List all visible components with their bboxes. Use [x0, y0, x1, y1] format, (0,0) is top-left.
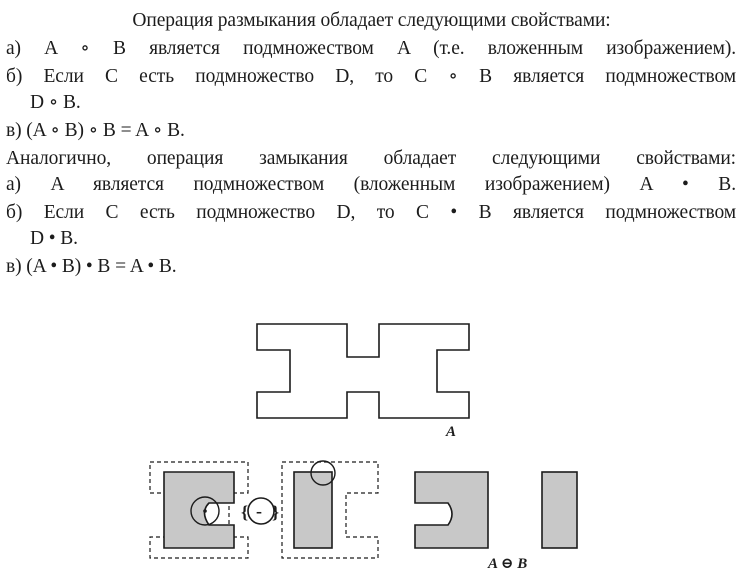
right-piece-eroded	[294, 472, 332, 548]
text-line-6: Аналогично, операция замыкания обладает следующими свойствами:	[6, 148, 736, 169]
left-piece-eroded	[164, 472, 234, 548]
result-piece-right	[542, 472, 577, 548]
erosion-operator-symbol: -	[256, 501, 262, 521]
text-line-10: в) (A • B) • B = A • B.	[6, 256, 177, 277]
text-line-8: б) Если C есть подмножество D, то C • B является подмножеством	[6, 202, 736, 223]
label-a: A	[446, 424, 457, 440]
shape-a-outline	[257, 324, 469, 418]
result-piece-left	[415, 472, 488, 548]
brace-right: }	[272, 502, 280, 522]
text-line-3: б) Если C есть подмножество D, то C ∘ B является подмножеством	[6, 66, 736, 87]
structuring-element-center-dot-left	[203, 509, 207, 513]
morphology-figure	[0, 300, 743, 580]
text-line-2: а) A ∘ B является подмножеством A (т.е. вложенным изображением).	[6, 38, 736, 59]
brace-left: {	[241, 502, 249, 522]
text-line-1: Операция размыкания обладает следующими свойствами:	[132, 10, 611, 31]
text-line-7: а) A является подмножеством (вложенным изображением) A • B.	[6, 174, 736, 195]
text-line-9: D • B.	[30, 228, 78, 249]
text-line-4: D ∘ B.	[30, 92, 81, 113]
text-line-5: в) (A ∘ B) ∘ B = A ∘ B.	[6, 120, 185, 141]
label-result: A ⊖ B	[488, 556, 528, 572]
